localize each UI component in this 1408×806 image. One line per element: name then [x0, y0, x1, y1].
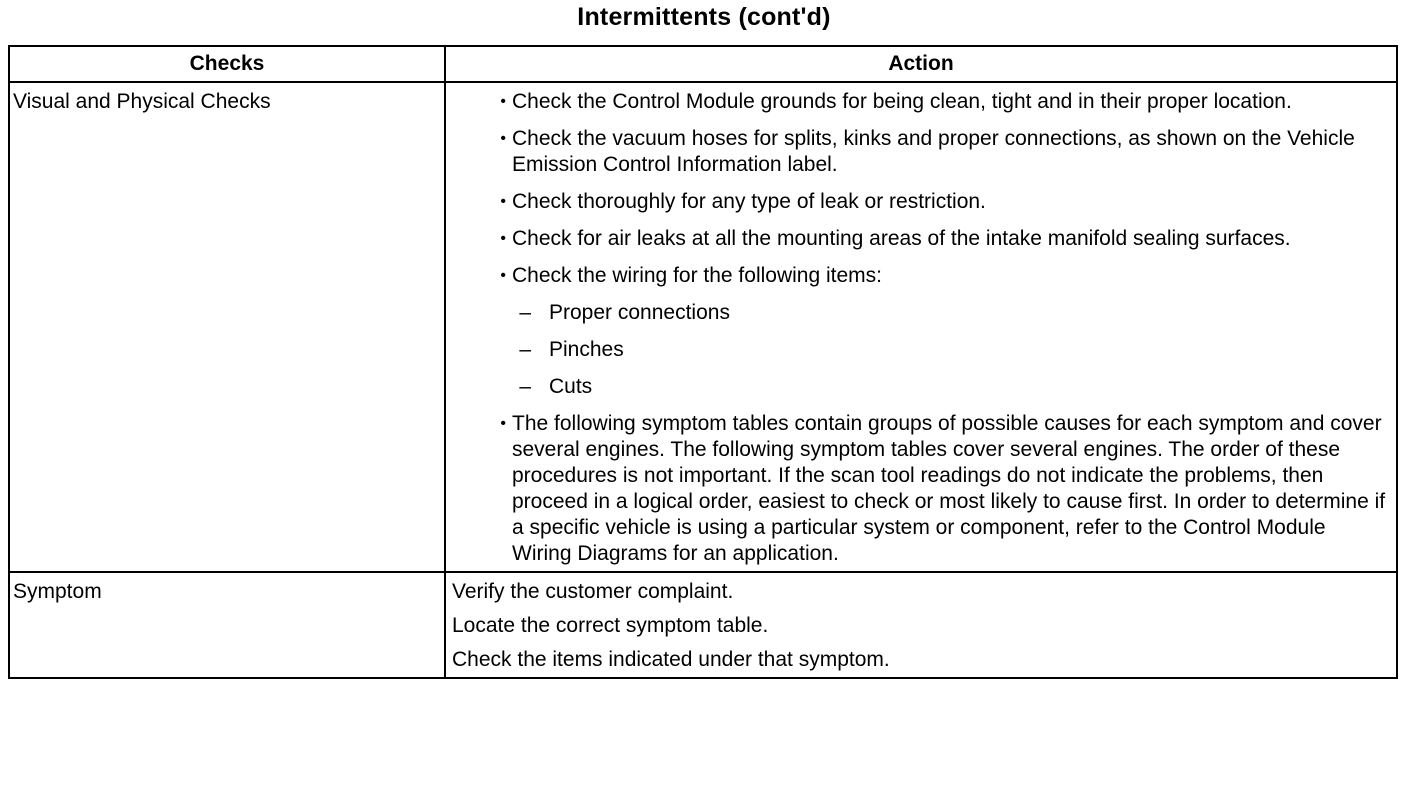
- dash-icon: –: [519, 301, 531, 324]
- bullet-icon: •: [500, 267, 506, 284]
- sub-list-item: [446, 374, 1388, 400]
- bullet-icon: •: [500, 130, 506, 147]
- action-header: Action: [445, 46, 1397, 82]
- checks-cell: [9, 572, 445, 678]
- dash-icon: –: [519, 375, 531, 398]
- action-cell: [445, 572, 1397, 678]
- intermittents-table: [8, 45, 1398, 679]
- sub-item-text: Cuts: [549, 375, 593, 398]
- table-row: [9, 572, 1397, 678]
- list-item: [446, 226, 1388, 252]
- action-text: Check thoroughly for any type of leak or restriction.: [512, 190, 986, 213]
- symptom-action-text: Locate the correct symptom table.: [452, 614, 769, 637]
- list-item: [446, 189, 1388, 215]
- symptom-label: Symptom: [13, 580, 102, 603]
- bullet-icon: •: [500, 193, 506, 210]
- bullet-icon: •: [500, 93, 506, 110]
- table-row: [9, 82, 1397, 572]
- action-text: Check the vacuum hoses for splits, kinks and proper connections, as shown on the Vehicle Emission Control Information label.: [512, 127, 1355, 176]
- header-row: [9, 46, 1397, 82]
- visual-physical-checks-label: Visual and Physical Checks: [13, 90, 271, 113]
- action-text: Check the wiring for the following items:: [512, 264, 882, 287]
- sub-item-text: Pinches: [549, 338, 624, 361]
- checks-cell: [9, 82, 445, 572]
- bullet-icon: •: [500, 415, 506, 432]
- action-text: Check for air leaks at all the mounting areas of the intake manifold sealing surfaces.: [512, 227, 1291, 250]
- list-item: [446, 411, 1388, 567]
- list-item: [446, 126, 1388, 178]
- list-item: [446, 89, 1388, 115]
- dash-icon: –: [519, 338, 531, 361]
- action-text: The following symptom tables contain groups of possible causes for each symptom and cover several engines. The following symptom tables cover several engines. The order of these procedures is not important. If the scan tool readings do not indicate the problems, then proceed in a logical order, easiest to check or most likely to cause first. In order to determine if a specific vehicle is using a particular system or component, refer to the Control Module Wiring Diagrams for an application.: [512, 412, 1386, 565]
- sub-list-item: [446, 300, 1388, 326]
- page-title: Intermittents (cont'd): [577, 3, 831, 31]
- sub-item-text: Proper connections: [549, 301, 730, 324]
- checks-header: Checks: [9, 46, 445, 82]
- action-cell: [445, 82, 1397, 572]
- symptom-action-text: Check the items indicated under that symptom.: [452, 648, 890, 671]
- sub-list-item: [446, 337, 1388, 363]
- symptom-action-text: Verify the customer complaint.: [452, 580, 734, 603]
- list-item: [446, 263, 1388, 289]
- bullet-icon: •: [500, 230, 506, 247]
- action-text: Check the Control Module grounds for being clean, tight and in their proper location.: [512, 90, 1292, 113]
